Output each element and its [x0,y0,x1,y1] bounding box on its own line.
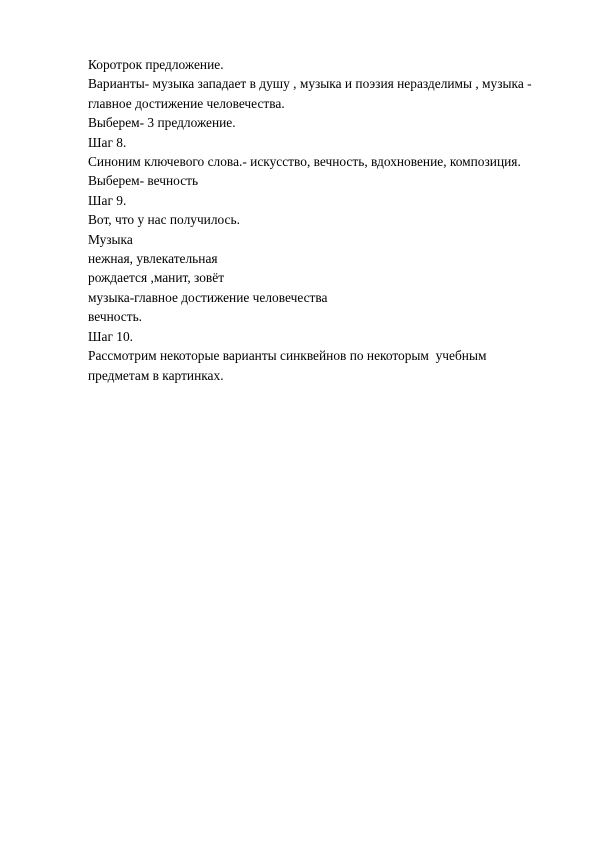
text-line: Синоним ключевого слова.- искусство, вечность, вдохновение, композиция. [88,154,521,170]
document-text [88,55,558,385]
text-line: Выберем- вечность [88,173,199,189]
poem-line: рождается ,манит, зовёт [88,270,225,286]
poem-line: Музыка [88,231,133,247]
step-heading: Шаг 9. [88,192,127,208]
step-heading: Шаг 10. [88,328,134,344]
poem-line: вечность. [88,309,143,325]
poem-line: музыка-главное достижение человечества [88,289,328,305]
poem-line: нежная, увлекательная [88,251,218,267]
text-line: Выберем- 3 предложение. [88,115,236,131]
text-line: предметам в картинках. [88,367,224,383]
text-line: Коротрок предложение. [88,57,224,72]
text-line: Варианты- музыка западает в душу , музыка и поэзия неразделимы , музыка - [88,76,532,92]
step-heading: Шаг 8. [88,134,127,150]
text-line: главное достижение человечества. [88,95,285,111]
text-line: Вот, что у нас получилось. [88,212,240,228]
text-line: Рассмотрим некоторые варианты синквейнов по некоторым учебным [88,348,487,364]
